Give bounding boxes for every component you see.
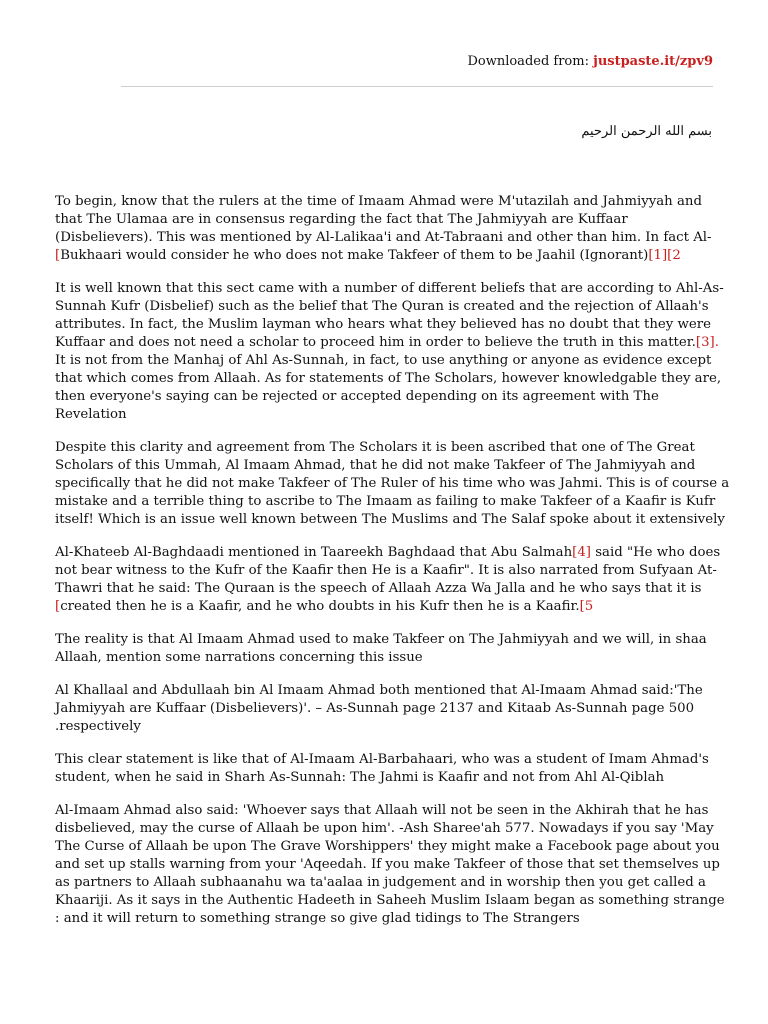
line-text: created then he is a Kaafir, and he who doubts in his Kufr then he is a Kaafir. (60, 599, 580, 614)
text-line: that which comes from Allaah. As for statements of The Scholars, however knowledgable they are, (55, 371, 722, 386)
text-line: Khaariji. As it says in the Authentic Hadeeth in Saheeh Muslim Islaam began as something strange (55, 893, 725, 908)
text-line: Jahmiyyah are Kuffaar (Disbelievers)'. – As-Sunnah page 2137 and Kitaab As-Sunnah page 500 (55, 701, 695, 716)
paragraph-3 (55, 439, 730, 529)
text-line: attributes. In fact, the Muslim layman who hears what they believed has no doubt that they were (55, 317, 711, 332)
text-line (55, 247, 715, 265)
text-line: Despite this clarity and agreement from The Scholars it is been ascribed that one of The Great (55, 440, 695, 455)
text-line: specifically that he did not make Takfeer of The Ruler of his time who was Jahmi. This is of course a (55, 476, 730, 491)
footnote-ref-3[interactable]: [3]. (695, 335, 719, 350)
text-line: that The Ulamaa are in consensus regarding the fact that The Jahmiyyah are Kuffaar (55, 212, 628, 227)
text-line: Al Khallaal and Abdullaah bin Al Imaam Ahmad both mentioned that Al-Imaam Ahmad said:'The (55, 683, 703, 698)
basmala-heading: بسم الله الرحمن الرحيم (581, 124, 712, 139)
footnote-ref-4[interactable]: [4] (572, 545, 591, 560)
text-line: student, when he said in Sharh As-Sunnah: The Jahmi is Kaafir and not from Ahl Al-Qiblah (55, 770, 665, 785)
download-source (467, 54, 713, 69)
paragraph-4 (55, 544, 721, 616)
text-line: It is well known that this sect came with a number of different beliefs that are according to Ahl-As- (55, 281, 724, 296)
text-line: Revelation (55, 407, 127, 422)
text-line: : and it will return to something strange so give glad tidings to The Strangers (55, 911, 580, 926)
article-body (55, 193, 730, 943)
text-line: This clear statement is like that of Al-Imaam Al-Barbahaari, who was a student of Imam Ahmad's (55, 752, 709, 767)
text-line: disbelieved, may the curse of Allaah be upon him'. -Ash Sharee'ah 577. Nowadays if you say 'May (55, 821, 714, 836)
paragraph-2 (55, 280, 724, 424)
text-line: not bear witness to the Kufr of the Kaafir then He is a Kaafir". It is also narrated from Sufyaan At- (55, 563, 717, 578)
text-line: Sunnah Kufr (Disbelief) such as the belief that The Quran is created and the rejection of Allaah's (55, 299, 709, 314)
text-line: .respectively (55, 719, 141, 734)
footnote-bracket: [ (55, 248, 61, 263)
text-line: then everyone's saying can be rejected or accepted depending on its agreement with The (55, 389, 659, 404)
text-line: Allaah, mention some narrations concerning this issue (55, 650, 423, 665)
text-line: The reality is that Al Imaam Ahmad used to make Takfeer on The Jahmiyyah and we will, in shaa (55, 632, 707, 647)
footnote-ref-5[interactable]: [5 (579, 599, 594, 614)
text-line: mistake and a terrible thing to ascribe to The Imaam as failing to make Takfeer of a Kaafir is Kufr (55, 494, 716, 509)
text-line: To begin, know that the rulers at the time of Imaam Ahmad were M'utazilah and Jahmiyyah and (55, 194, 702, 209)
line-text: said "He who does (591, 545, 721, 560)
line-text: Al-Khateeb Al-Baghdaadi mentioned in Taareekh Baghdaad that Abu Salmah (55, 545, 573, 560)
paragraph-8 (55, 802, 725, 928)
footnote-ref-1-2[interactable]: [1][2 (648, 248, 681, 263)
text-line: Al-Imaam Ahmad also said: 'Whoever says that Allaah will not be seen in the Akhirah that he has (55, 803, 709, 818)
source-link[interactable]: justpaste.it/zpv9 (593, 54, 713, 69)
text-line: Scholars of this Ummah, Al Imaam Ahmad, that he did not make Takfeer of The Jahmiyyah and (55, 458, 696, 473)
text-line (55, 598, 715, 616)
paragraph-1 (55, 193, 715, 265)
text-line: as partners to Allaah subhaanahu wa ta'aalaa in judgement and in worship then you get called a (55, 875, 706, 890)
line-text: Bukhaari would consider he who does not make Takfeer of them to be Jaahil (Ignorant) (60, 248, 649, 263)
text-line: itself! Which is an issue well known between The Muslims and The Salaf spoke about it extensively (55, 512, 725, 527)
paragraph-5 (55, 631, 715, 667)
footnote-bracket: [ (55, 599, 61, 614)
text-line: It is not from the Manhaj of Ahl As-Sunnah, in fact, to use anything or anyone as evidence except (55, 353, 712, 368)
text-line: The Curse of Allaah be upon The Grave Worshippers' they might make a Facebook page about you (55, 839, 720, 854)
paragraph-7 (55, 751, 715, 787)
line-text: Kuffaar and does not need a scholar to proceed him in order to believe the truth in this matter. (55, 335, 696, 350)
header-divider (121, 86, 713, 87)
text-line: Thawri that he said: The Quraan is the speech of Allaah Azza Wa Jalla and he who says that it is (55, 581, 702, 596)
text-line (55, 544, 721, 562)
text-line: (Disbelievers). This was mentioned by Al-Lalikaa'i and At-Tabraani and other than him. In fact Al- (55, 230, 712, 245)
downloaded-from-label: Downloaded from: (467, 54, 594, 69)
text-line: and set up stalls warning from your 'Aqeedah. If you make Takfeer of those that set themselves up (55, 857, 720, 872)
paragraph-6 (55, 682, 715, 736)
text-line (55, 334, 719, 352)
